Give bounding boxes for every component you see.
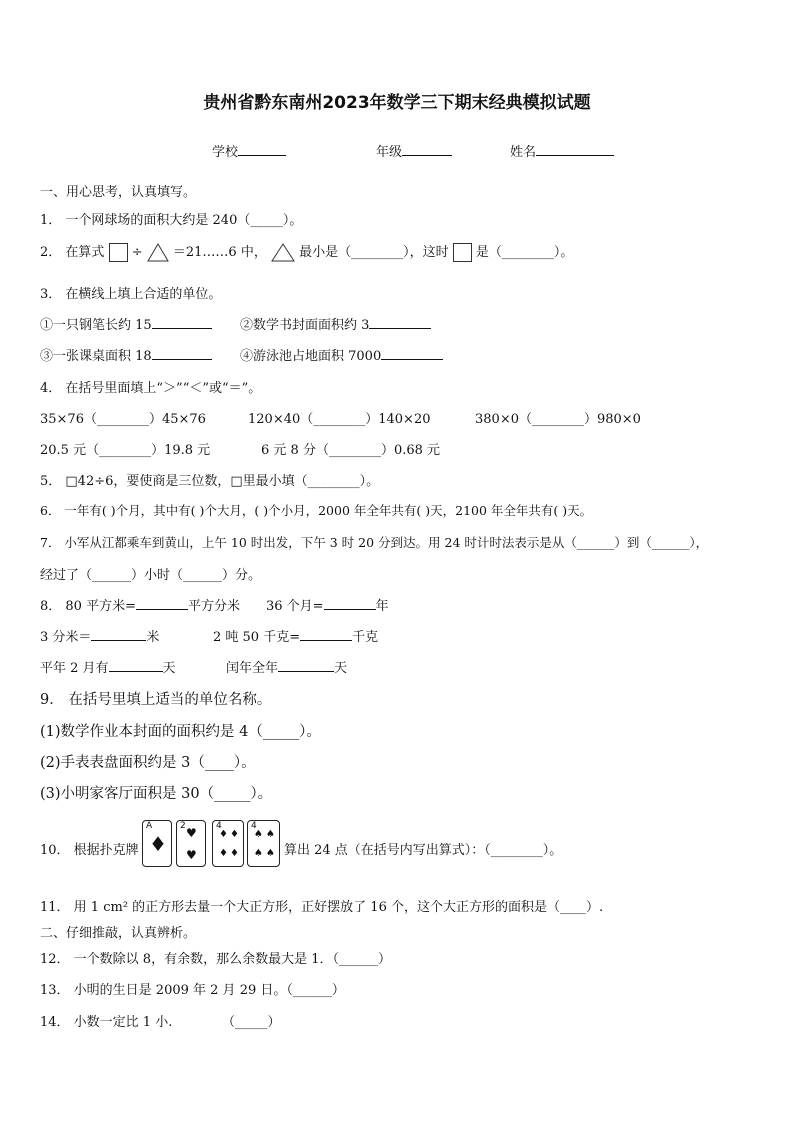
triangle-icon bbox=[271, 243, 295, 262]
q9-item-3: (3)小明家客厅面积是 30（_____）。 bbox=[40, 786, 273, 802]
q8-item-2-unit: 年 bbox=[375, 599, 389, 614]
section-2-heading: 二、仔细推敲，认真辨析。 bbox=[40, 926, 197, 941]
spade-suit-icon: ♠ bbox=[254, 829, 263, 840]
q2-part-c: ＝21……6 中， bbox=[172, 245, 267, 260]
q4-item-3: 380×0（________）980×0 bbox=[475, 412, 641, 427]
playing-cards bbox=[142, 818, 280, 873]
diamond-suit-icon: ♦ bbox=[230, 848, 239, 859]
q8-item-3-unit: 米 bbox=[146, 630, 160, 645]
question-13: 13． 小明的生日是 2009 年 2 月 29 日。（______） bbox=[40, 983, 345, 998]
q9-item-2: (2)手表表盘面积约是 3（____）。 bbox=[40, 755, 256, 771]
q8-item-3-text: 3 分米＝ bbox=[40, 630, 92, 645]
answer-blank bbox=[381, 348, 443, 360]
card-four-of-diamonds bbox=[212, 820, 244, 867]
q8-item-2 bbox=[266, 595, 389, 614]
card-rank: 4 bbox=[251, 821, 257, 831]
spade-suit-icon: ♠ bbox=[254, 848, 263, 859]
question-5: 5． □42÷6，要使商是三位数，□里最小填（________）。 bbox=[40, 474, 380, 489]
answer-blank bbox=[136, 598, 188, 610]
square-box-icon bbox=[453, 243, 472, 262]
answer-blank bbox=[152, 317, 212, 329]
q8-item-5 bbox=[40, 657, 176, 676]
q4-item-1: 35×76（________）45×76 bbox=[40, 412, 206, 427]
card-rank: 2 bbox=[180, 821, 186, 831]
q8-item-3 bbox=[40, 626, 159, 645]
card-two-of-hearts bbox=[176, 820, 206, 867]
question-4: 4． 在括号里面填上“＞”“＜”或“＝”。 bbox=[40, 381, 262, 396]
q3-item-2-text: ②数学书封面面积约 3 bbox=[240, 318, 370, 333]
q2-part-d: 最小是（________），这时 bbox=[299, 245, 449, 260]
card-rank: 4 bbox=[216, 821, 222, 831]
q3-item-3 bbox=[40, 345, 212, 364]
question-7-line-1: 7． 小军从江都乘车到黄山，上午 10 时出发，下午 3 时 20 分到达。用 24 时计时法表示是从（______）到（______）， bbox=[40, 535, 709, 550]
card-ace-of-diamonds bbox=[142, 820, 172, 867]
card-four-of-spades bbox=[247, 820, 280, 867]
square-box-icon bbox=[109, 243, 128, 262]
q8-item-6 bbox=[226, 657, 347, 676]
school-blank bbox=[238, 144, 286, 156]
name-field bbox=[510, 141, 614, 160]
q2-divide: ÷ bbox=[131, 245, 143, 260]
answer-blank bbox=[278, 660, 334, 672]
name-label: 姓名 bbox=[510, 145, 537, 160]
question-11: 11． 用 1 cm² 的正方形去量一个大正方形，正好摆放了 16 个，这个大正方形的面积是（____）. bbox=[40, 900, 604, 915]
q4-item-4: 20.5 元（________）19.8 元 bbox=[40, 443, 211, 458]
q4-item-2: 120×40（________）140×20 bbox=[248, 412, 431, 427]
question-6: 6． 一年有( )个月，其中有( )个大月，( )个小月，2000 年全年共有( )天，2100 年全年共有( )天。 bbox=[40, 503, 593, 518]
question-14: 14． 小数一定比 1 小. bbox=[40, 1015, 173, 1030]
q8-item-6-text: 闰年全年 bbox=[226, 661, 279, 676]
q2-part-a: 2． 在算式 bbox=[40, 245, 105, 260]
q3-item-4 bbox=[240, 345, 443, 364]
heart-suit-icon: ♥ bbox=[186, 826, 197, 840]
heart-suit-icon: ♥ bbox=[186, 848, 197, 862]
q8-item-1-unit: 平方分米 bbox=[187, 599, 240, 614]
name-blank bbox=[536, 144, 614, 156]
q3-item-2 bbox=[240, 314, 431, 333]
question-10-lead: 10． 根据扑克牌 bbox=[40, 843, 139, 858]
q2-part-e: 是（________）。 bbox=[475, 245, 574, 260]
q8-item-4-unit: 千克 bbox=[352, 630, 379, 645]
question-9: 9． 在括号里填上适当的单位名称。 bbox=[40, 692, 272, 708]
question-12: 12． 一个数除以 8，有余数，那么余数最大是 1．（______） bbox=[40, 952, 391, 967]
answer-blank bbox=[324, 598, 376, 610]
page-title: 贵州省黔东南州2023年数学三下期末经典模拟试题 bbox=[203, 93, 591, 113]
q9-item-1: (1)数学作业本封面的面积约是 4（_____）。 bbox=[40, 724, 321, 740]
answer-blank bbox=[91, 629, 146, 641]
school-label: 学校 bbox=[212, 145, 239, 160]
section-1-heading: 一、用心思考，认真填写。 bbox=[40, 185, 197, 200]
question-7-line-2: 经过了（______）小时（______）分。 bbox=[40, 568, 262, 583]
question-2 bbox=[40, 241, 573, 262]
q8-item-1 bbox=[40, 595, 240, 614]
grade-label: 年级 bbox=[376, 145, 403, 160]
question-14-answer: （_____） bbox=[222, 1015, 281, 1030]
q8-item-5-unit: 天 bbox=[162, 661, 176, 676]
grade-blank bbox=[402, 144, 452, 156]
card-rank: A bbox=[146, 821, 153, 831]
q3-item-3-text: ③一张课桌面积 18 bbox=[40, 349, 152, 364]
spade-suit-icon: ♠ bbox=[266, 829, 275, 840]
answer-blank bbox=[152, 348, 212, 360]
question-3: 3． 在横线上填上合适的单位。 bbox=[40, 287, 222, 302]
q3-item-1-text: ①一只钢笔长约 15 bbox=[40, 318, 152, 333]
grade-field bbox=[376, 141, 452, 160]
q4-item-5: 6 元 8 分（________）0.68 元 bbox=[261, 443, 441, 458]
diamond-suit-icon: ♦ bbox=[219, 829, 228, 840]
q8-item-4 bbox=[213, 626, 378, 645]
diamond-suit-icon: ♦ bbox=[219, 848, 228, 859]
school-field bbox=[212, 141, 286, 160]
answer-blank bbox=[300, 629, 352, 641]
spade-suit-icon: ♠ bbox=[266, 848, 275, 859]
q8-item-1-text: 8． 80 平方米= bbox=[40, 599, 136, 614]
q8-item-4-text: 2 吨 50 千克= bbox=[213, 630, 301, 645]
triangle-icon bbox=[147, 243, 169, 262]
q3-item-1 bbox=[40, 314, 212, 333]
q8-item-2-text: 36 个月= bbox=[266, 599, 324, 614]
answer-blank bbox=[369, 317, 431, 329]
q3-item-4-text: ④游泳池占地面积 7000 bbox=[240, 349, 382, 364]
question-1: 1． 一个网球场的面积大约是 240（_____）。 bbox=[40, 213, 303, 228]
diamond-suit-icon: ♦ bbox=[149, 832, 167, 856]
q8-item-6-unit: 天 bbox=[334, 661, 348, 676]
q8-item-5-text: 平年 2 月有 bbox=[40, 661, 109, 676]
answer-blank bbox=[109, 660, 163, 672]
question-10-tail: 算出 24 点（在括号内写出算式）：（________）。 bbox=[284, 843, 563, 858]
diamond-suit-icon: ♦ bbox=[230, 829, 239, 840]
